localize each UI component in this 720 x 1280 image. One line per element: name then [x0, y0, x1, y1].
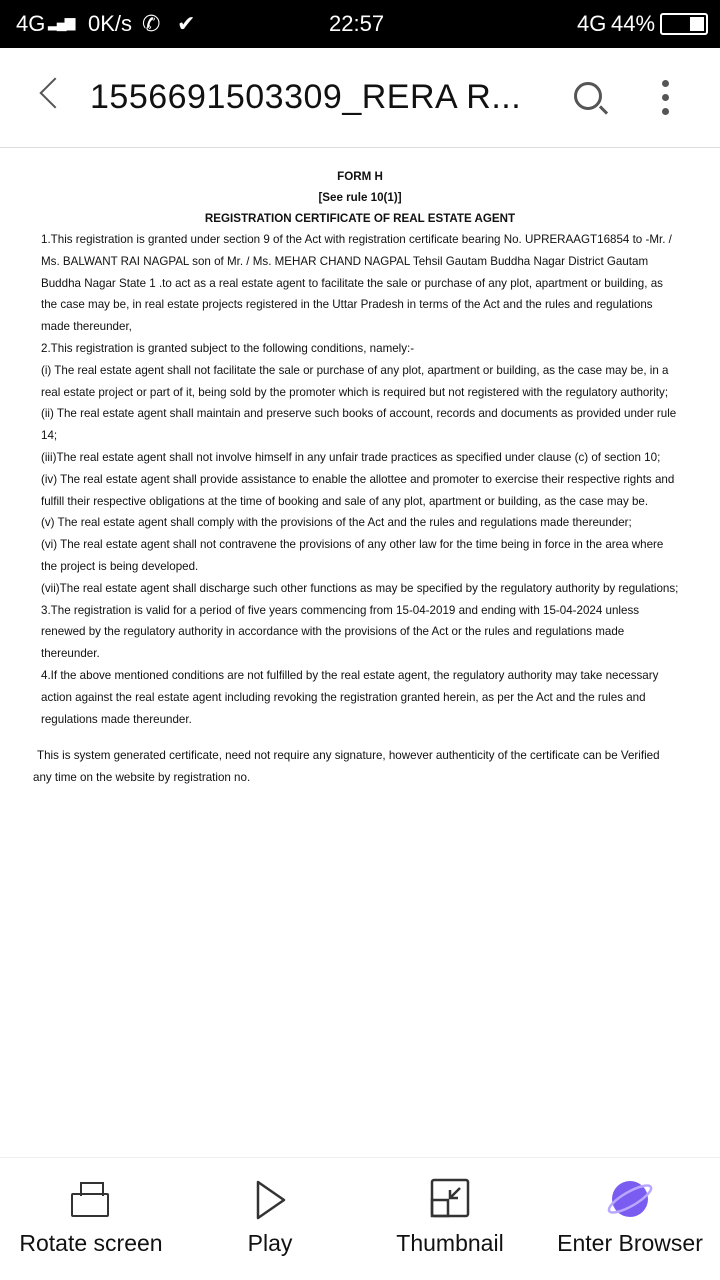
network-speed: 0K/s [88, 11, 133, 36]
document-text-line: 1.This registration is granted under section 9 of the Act with registration certificate bearing No. UPRERAAGT16854 to -Mr. / [41, 233, 672, 246]
document-text-line: (vii)The real estate agent shall discharge such other functions as may be specified by the regulatory authority by regulations; [41, 581, 679, 595]
rotate-label: Rotate screen [19, 1230, 163, 1256]
certificate-note-line: any time on the website by registration no. [33, 771, 251, 785]
enter-browser-label: Enter Browser [557, 1230, 703, 1256]
document-text-line: (i) The real estate agent shall not facilitate the sale or purchase of any plot, apartment or building, as the case may be, in a [41, 363, 669, 377]
thumbnail-button[interactable] [390, 1178, 510, 1257]
more-options-icon[interactable] [662, 80, 670, 122]
app-header [0, 48, 720, 148]
document-text-line: fulfill their respective obligations at the time of booking and sale of any plot, apartment or building, as the case may be. [41, 494, 649, 508]
back-icon[interactable] [39, 77, 70, 108]
document-text-line: (iv) The real estate agent shall provide assistance to enable the allottee and promoter to exercise their respective rights and [41, 472, 675, 486]
status-bar [0, 0, 720, 48]
battery-percent: 44% [611, 11, 656, 36]
document-heading: [See rule 10(1)] [318, 191, 402, 204]
thumbnail-icon [390, 1178, 510, 1222]
file-title: 1556691503309_RERA R... [90, 78, 522, 116]
document-text-line: (vi) The real estate agent shall not contravene the provisions of any other law for the time being in force in the area where [41, 538, 664, 552]
document-text-line: Buddha Nagar State 1 .to act as a real estate agent to facilitate the sale or purchase of any plot, apartment or building, as [41, 276, 663, 290]
signal-icon: ▂▄▆ [48, 14, 74, 30]
network-indicator: 4G [16, 11, 46, 36]
document-text-line: (iii)The real estate agent shall not involve himself in any unfair trade practices as specified under clause (c) of section 10; [41, 450, 661, 464]
document-text-line: regulations made thereunder. [41, 712, 192, 726]
rotate-screen-button[interactable] [16, 1178, 166, 1257]
document-text-line: 4.If the above mentioned conditions are not fulfilled by the real estate agent, the regulatory authority may take necessary [41, 668, 659, 682]
whatsapp-icon: ✆ [142, 11, 161, 36]
document-text-line: Ms. BALWANT RAI NAGPAL son of Mr. / Ms. MEHAR CHAND NAGPAL Tehsil Gautam Buddha Nagar District Gautam [41, 254, 649, 268]
document-heading: REGISTRATION CERTIFICATE OF REAL ESTATE AGENT [204, 212, 516, 225]
document-text-line: (ii) The real estate agent shall maintain and preserve such books of account, records and documents as provided under rule [41, 407, 677, 421]
bottom-toolbar [0, 1157, 720, 1280]
document-text-line: the case may be, in real estate projects registered in the Uttar Pradesh in terms of the Act and the rules and regulations [41, 298, 653, 312]
document-text-line: renewed by the regulatory authority in accordance with the provisions of the Act or the rules and regulations made [41, 625, 625, 639]
document-text-line: (v) The real estate agent shall comply with the provisions of the Act and the rules and regulations made thereunder; [41, 516, 632, 530]
clock: 22:57 [329, 11, 385, 36]
document-page [0, 166, 720, 789]
network-indicator-2: 4G [577, 11, 607, 36]
document-text-line: real estate project or part of it, being sold by the promoter which is required but not registered with the regulatory authority; [41, 385, 669, 399]
rotate-icon [16, 1178, 166, 1222]
document-heading: FORM H [337, 170, 383, 183]
document-text-line: thereunder. [41, 647, 100, 661]
document-text-line: the project is being developed. [41, 559, 199, 573]
document-text-line: 3.The registration is valid for a period of five years commencing from 15-04-2019 and ending with 15-04-2024 unless [41, 603, 640, 617]
play-label: Play [247, 1230, 293, 1256]
search-icon[interactable] [574, 82, 602, 110]
battery-icon [660, 13, 708, 35]
enter-browser-button[interactable] [552, 1178, 708, 1257]
play-button[interactable] [230, 1178, 310, 1257]
play-icon [230, 1178, 310, 1222]
document-text-line: action against the real estate agent including revoking the registration granted herein, as per the Act and the rules and [41, 690, 646, 704]
check-icon: ✔ [177, 11, 196, 36]
document-text-line: 14; [41, 429, 58, 443]
document-text-line: made thereunder, [41, 320, 132, 334]
certificate-note-line: This is system generated certificate, need not require any signature, however authenticity of the certificate can be Verified [37, 749, 660, 763]
document-text-line: 2.This registration is granted subject to the following conditions, namely:- [41, 341, 415, 355]
thumbnail-label: Thumbnail [396, 1230, 504, 1256]
planet-icon [552, 1178, 708, 1222]
